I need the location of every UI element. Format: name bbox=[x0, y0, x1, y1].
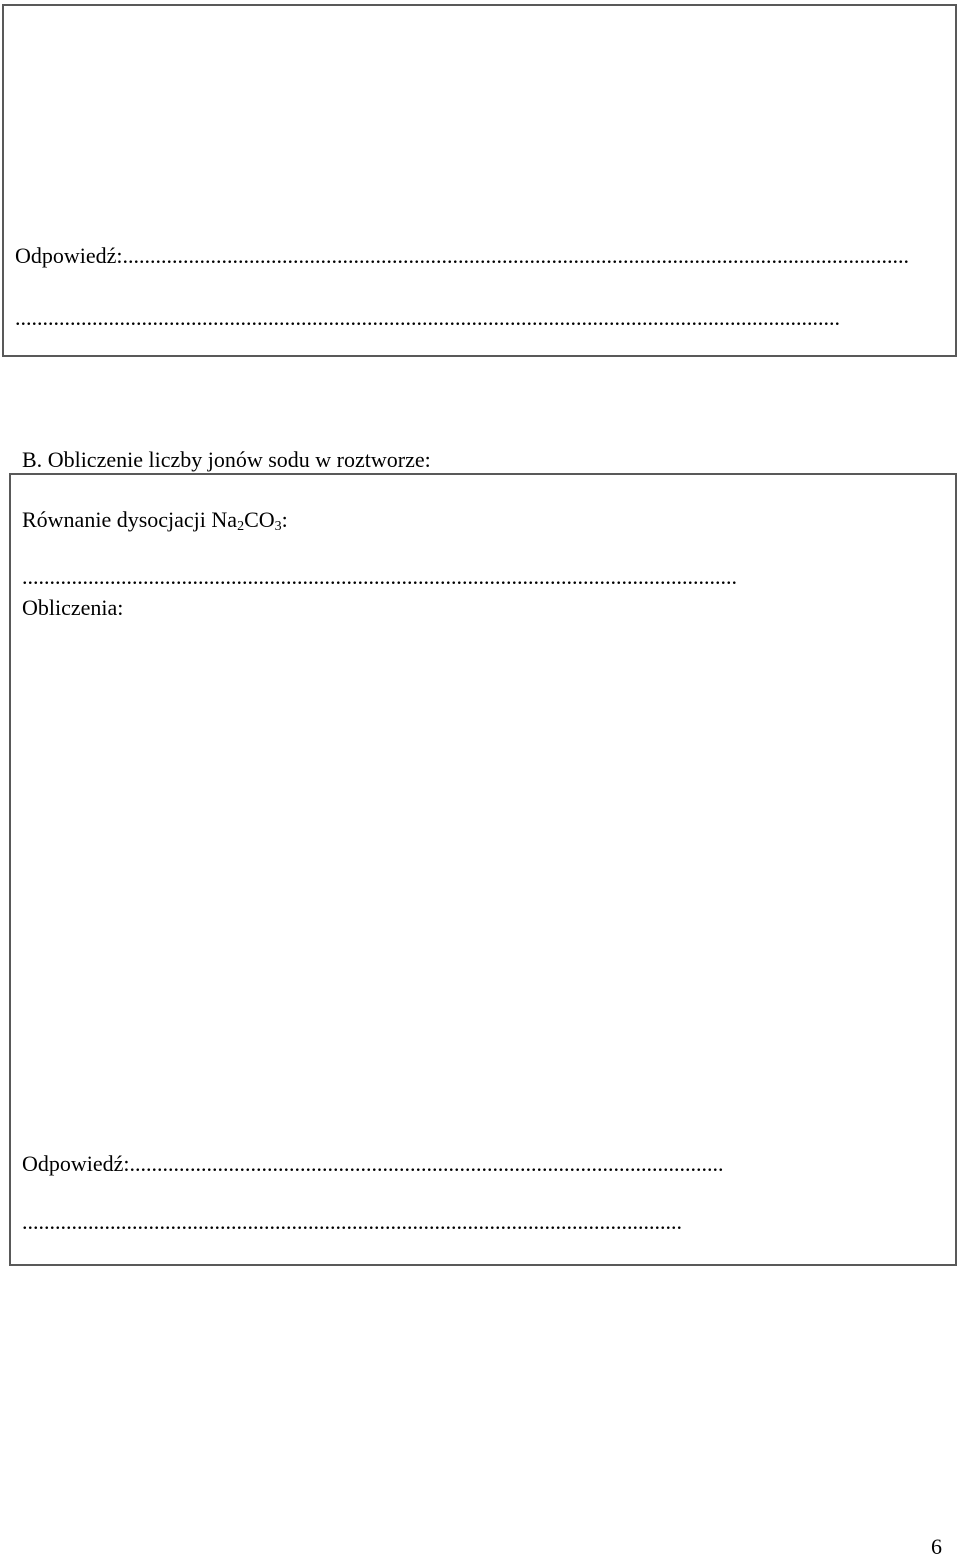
section-b-heading bbox=[22, 447, 431, 473]
chemical-formula bbox=[211, 507, 287, 532]
calculations-area[interactable] bbox=[22, 625, 942, 1145]
answer-line-a-1 bbox=[15, 243, 935, 269]
section-b-title: Obliczenie liczby jonów sodu w roztworze: bbox=[47, 447, 431, 472]
answer-line-b-1 bbox=[22, 1151, 932, 1177]
dissociation-equation-label bbox=[22, 507, 288, 533]
formula-colon: : bbox=[281, 507, 288, 532]
page-number: 6 bbox=[931, 1534, 942, 1559]
formula-na: Na bbox=[211, 507, 238, 532]
formula-co: CO bbox=[244, 507, 275, 532]
formula-subscript-2: 2 bbox=[237, 519, 245, 534]
answer-dots-a-1[interactable]: ............................................................................................................................................... bbox=[122, 243, 910, 268]
answer-box-a bbox=[2, 4, 957, 357]
section-b-prefix: B. bbox=[22, 447, 43, 472]
answer-dots-b-2[interactable]: ........................................................................................................................ bbox=[22, 1209, 682, 1234]
equation-label-text: Równanie dysocjacji bbox=[22, 507, 206, 532]
formula-subscript-3: 3 bbox=[274, 519, 282, 534]
answer-label-a: Odpowiedź: bbox=[15, 243, 123, 268]
equation-dots[interactable]: .................................................................................................................................. bbox=[22, 564, 737, 589]
answer-box-b bbox=[9, 473, 957, 1266]
answer-dots-a-2[interactable]: ...................................................................................................................................................... bbox=[15, 305, 840, 330]
calculations-label: Obliczenia: bbox=[22, 595, 124, 620]
answer-dots-b-1[interactable]: ............................................................................................................ bbox=[129, 1151, 724, 1176]
answer-label-b: Odpowiedź: bbox=[22, 1151, 130, 1176]
